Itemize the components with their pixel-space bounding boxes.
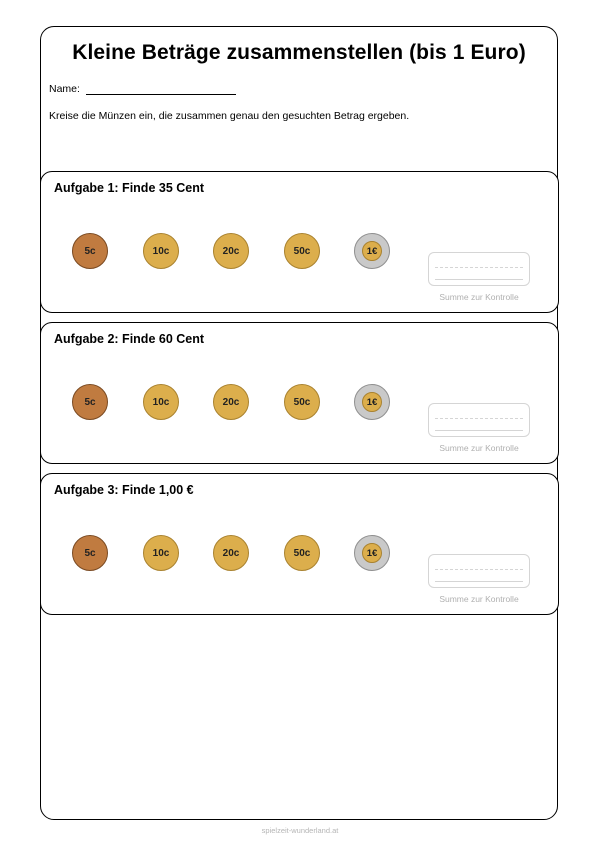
page-title: Kleine Beträge zusammenstellen (bis 1 Euro) <box>72 41 526 64</box>
bimetal-1-euro-coin-icon[interactable] <box>354 535 390 571</box>
bimetal-1-euro-coin-icon[interactable] <box>354 233 390 269</box>
coin-label: 1€ <box>366 547 378 559</box>
coin-label: 50c <box>293 245 311 257</box>
gold-50-cent-coin-icon[interactable] <box>284 233 320 269</box>
dashed-line <box>435 418 523 419</box>
sum-check-box[interactable] <box>428 403 530 437</box>
name-input-line[interactable] <box>86 84 236 95</box>
coin-label: 1€ <box>366 245 378 257</box>
task-card-1 <box>40 171 559 313</box>
solid-line <box>435 279 523 280</box>
coin-label: 10c <box>152 245 170 257</box>
sum-check-label: Summe zur Kontrolle <box>439 292 519 302</box>
copper-5-cent-coin-icon[interactable] <box>72 233 108 269</box>
coin-label: 5c <box>84 396 96 408</box>
coin-label: 5c <box>84 547 96 559</box>
solid-line <box>435 581 523 582</box>
task-title: Aufgabe 1: Finde 35 Cent <box>54 181 205 195</box>
coin-label: 20c <box>222 396 240 408</box>
dashed-line <box>435 569 523 570</box>
coin-label: 5c <box>84 245 96 257</box>
sum-check-box[interactable] <box>428 554 530 588</box>
gold-10-cent-coin-icon[interactable] <box>143 535 179 571</box>
task-title: Aufgabe 2: Finde 60 Cent <box>54 332 205 346</box>
gold-20-cent-coin-icon[interactable] <box>213 384 249 420</box>
name-label: Name: <box>49 83 80 95</box>
gold-20-cent-coin-icon[interactable] <box>213 535 249 571</box>
sum-check-label: Summe zur Kontrolle <box>439 443 519 453</box>
bimetal-1-euro-coin-icon[interactable] <box>354 384 390 420</box>
coin-label: 10c <box>152 547 170 559</box>
gold-20-cent-coin-icon[interactable] <box>213 233 249 269</box>
instruction-text: Kreise die Münzen ein, die zusammen genau den gesuchten Betrag ergeben. <box>49 110 410 122</box>
coin-inner <box>362 543 382 563</box>
coin-label: 1€ <box>366 396 378 408</box>
gold-10-cent-coin-icon[interactable] <box>143 233 179 269</box>
task-card-2 <box>40 322 559 464</box>
copper-5-cent-coin-icon[interactable] <box>72 535 108 571</box>
coin-inner <box>362 392 382 412</box>
dashed-line <box>435 267 523 268</box>
task-card-3 <box>40 473 559 615</box>
footer-text: spielzeit-wunderland.at <box>261 826 339 835</box>
coin-label: 10c <box>152 396 170 408</box>
gold-50-cent-coin-icon[interactable] <box>284 384 320 420</box>
coin-label: 50c <box>293 547 311 559</box>
gold-10-cent-coin-icon[interactable] <box>143 384 179 420</box>
name-row <box>49 83 236 95</box>
coin-inner <box>362 241 382 261</box>
task-title: Aufgabe 3: Finde 1,00 € <box>54 483 194 497</box>
coin-label: 20c <box>222 245 240 257</box>
sum-check-label: Summe zur Kontrolle <box>439 594 519 604</box>
solid-line <box>435 430 523 431</box>
coin-label: 50c <box>293 396 311 408</box>
copper-5-cent-coin-icon[interactable] <box>72 384 108 420</box>
gold-50-cent-coin-icon[interactable] <box>284 535 320 571</box>
sum-check-box[interactable] <box>428 252 530 286</box>
coin-label: 20c <box>222 547 240 559</box>
